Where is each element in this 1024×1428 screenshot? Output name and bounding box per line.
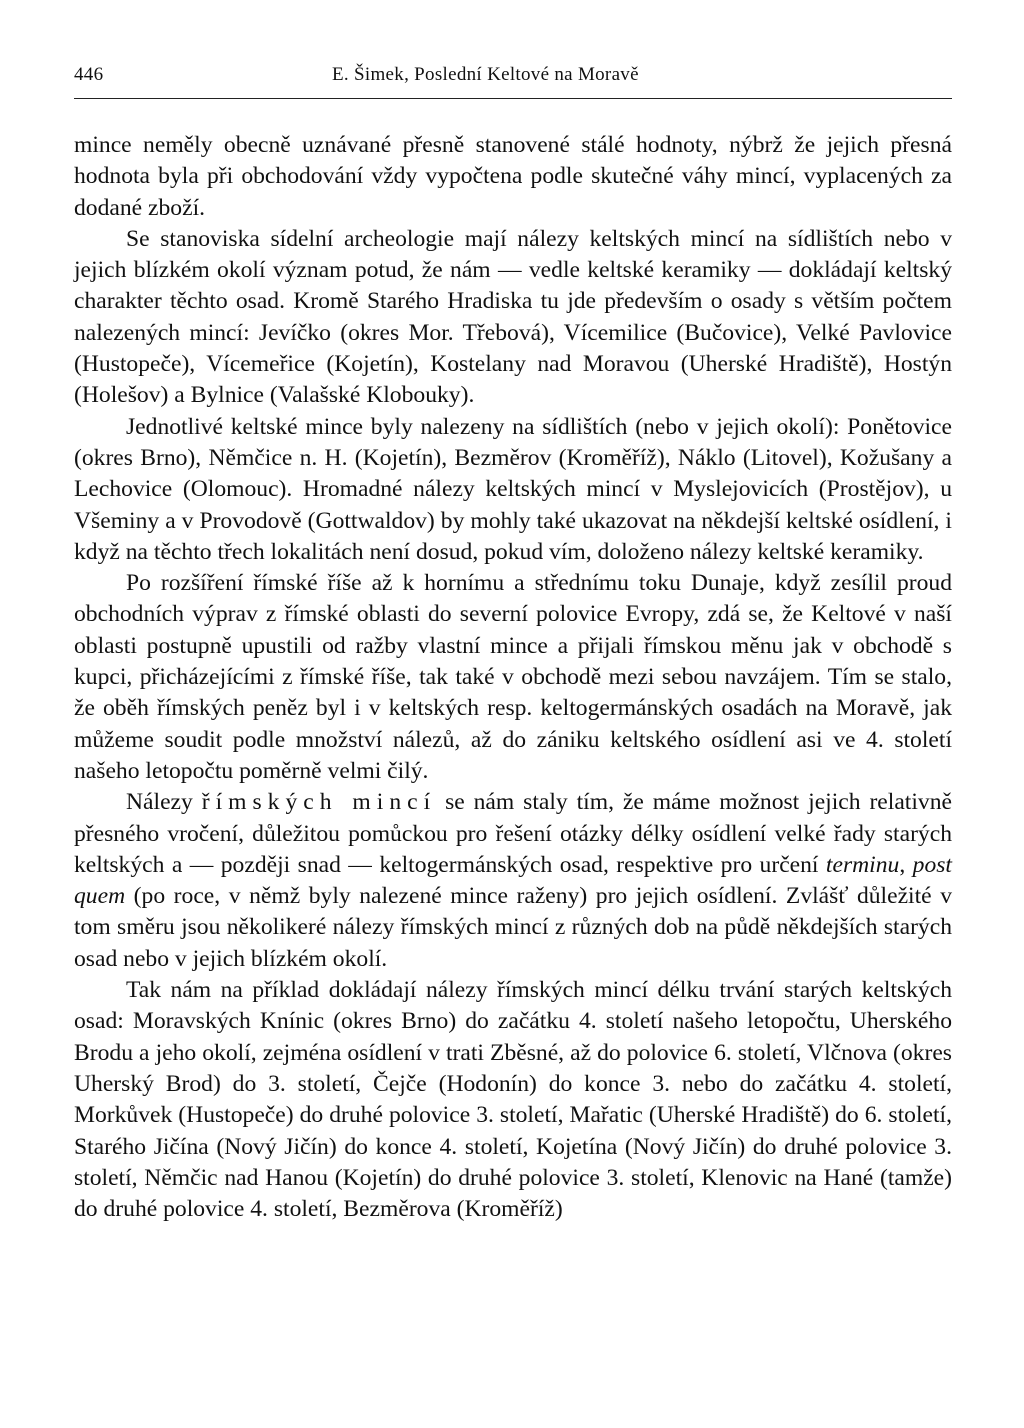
running-head bbox=[74, 58, 952, 99]
paragraph-2: Se stanoviska sídelní archeologie mají nálezy keltských mincí na sídlištích nebo v jejich blízkém okolí význam potud, že nám — vedle keltské keramiky — dokládají keltský charakter těchto osad. Kromě Starého Hradiska tu jde především o osady s větším počtem nalezených mincí: Jevíčko (okres Mor. Třebová), Vícemilice (Bučovice), Velké Pavlovice (Hustopeče), Vícemeřice (Kojetín), Kostelany nad Moravou (Uherské Hradiště), Hostýn (Holešov) a Bylnice (Valašské Klobouky). bbox=[74, 225, 952, 409]
paragraph-1: mince neměly obecně uznávané přesně stanovené stálé hodnoty, nýbrž že jejich přesná hodnota byla při obchodování vždy vypočtena podle skutečné váhy mincí, vyplacených za dodané zboží. bbox=[74, 132, 952, 221]
paragraph-6: Tak nám na příklad dokládají nálezy římských mincí délku trvání starých keltských osad: Moravských Knínic (okres Brno) do začátku 4. století našeho letopočtu, Uherského Brodu a jeho okolí, zejména osídlení v trati Zběsné, až do polovice 6. století, Vlčnova (okres Uherský Brod) do 3. století, Čejče (Hodonín) do konce 3. nebo do začátku 4. století, Morkůvek (Hustopeče) do druhé polovice 3. století, Mařatic (Uherské Hradiště) do 6. století, Starého Jičína (Nový Jičín) do konce 4. století, Kojetína (Nový Jičín) do druhé polovice 3. století, Němčic nad Hanou (Kojetín) do druhé polovice 3. století, Klenovic na Hané (tamže) do druhé polovice 4. století, Bezměrova (Kroměříž) bbox=[74, 977, 952, 1223]
paragraph-4: Po rozšíření římské říše až k hornímu a střednímu toku Dunaje, když zesílil proud obchodních výprav z římské oblasti do severní polovice Evropy, zdá se, že Keltové v naší oblasti postupně upustili od ražby vlastní mince a přijali římskou měnu jak v obchodě s kupci, přicházejícími z římské říše, tak také v obchodě mezi sebou navzájem. Tím se stalo, že oběh římských peněz byl i v keltských resp. keltogermánských osadách na Moravě, jak můžeme soudit podle množství nálezů, až do zániku keltského osídlení asi ve 4. století našeho letopočtu poměrně velmi čilý. bbox=[74, 570, 952, 784]
paragraph-5-italic-post-quem: post quem bbox=[74, 851, 952, 910]
paragraph-5-post: (po roce, v němž byly nalezené mince raženy) pro jejich osídlení. Zvlášť důležité v tom směru jsou několikeré nálezy římských mincí z různých dob na půdě někdejších starých osad nebo v jejich blízkém okolí. bbox=[74, 883, 952, 972]
paragraph-5 bbox=[74, 787, 952, 975]
paragraph-5-spaced-emphasis: římských mincí bbox=[201, 789, 437, 816]
paragraph-5-mid: se nám staly tím, že máme možnost jejich relativně přesného vročení, důležitou pomůckou pro řešení otázky délky osídlení velké řady starých keltských a — později snad — keltogermánských osad, respektive pro určení bbox=[74, 789, 952, 878]
paragraph-5-comma: , bbox=[899, 851, 913, 878]
paragraph-5-pre: Nálezy bbox=[126, 789, 202, 816]
running-title: E. Šimek, Poslední Keltové na Moravě bbox=[332, 64, 639, 85]
paragraph-3: Jednotlivé keltské mince byly nalezeny na sídlištích (nebo v jejich okolí): Ponětovice (okres Brno), Němčice n. H. (Kojetín), Bezměrov (Kroměříž), Náklo (Litovel), Kožušany a Lechovice (Olomouc). Hromadné nálezy keltských mincí v Myslejovicích (Prostějov), u Všeminy a v Provodově (Gottwaldov) by mohly také ukazovat na někdejší keltské osídlení, i když na těchto třech lokalitách není dosud, pokud vím, doloženo nálezy keltské keramiky. bbox=[74, 413, 952, 565]
page-number: 446 bbox=[74, 64, 104, 85]
body-text bbox=[74, 130, 952, 1225]
page bbox=[74, 58, 952, 1223]
paragraph-5-italic-terminu: terminu bbox=[825, 851, 900, 878]
